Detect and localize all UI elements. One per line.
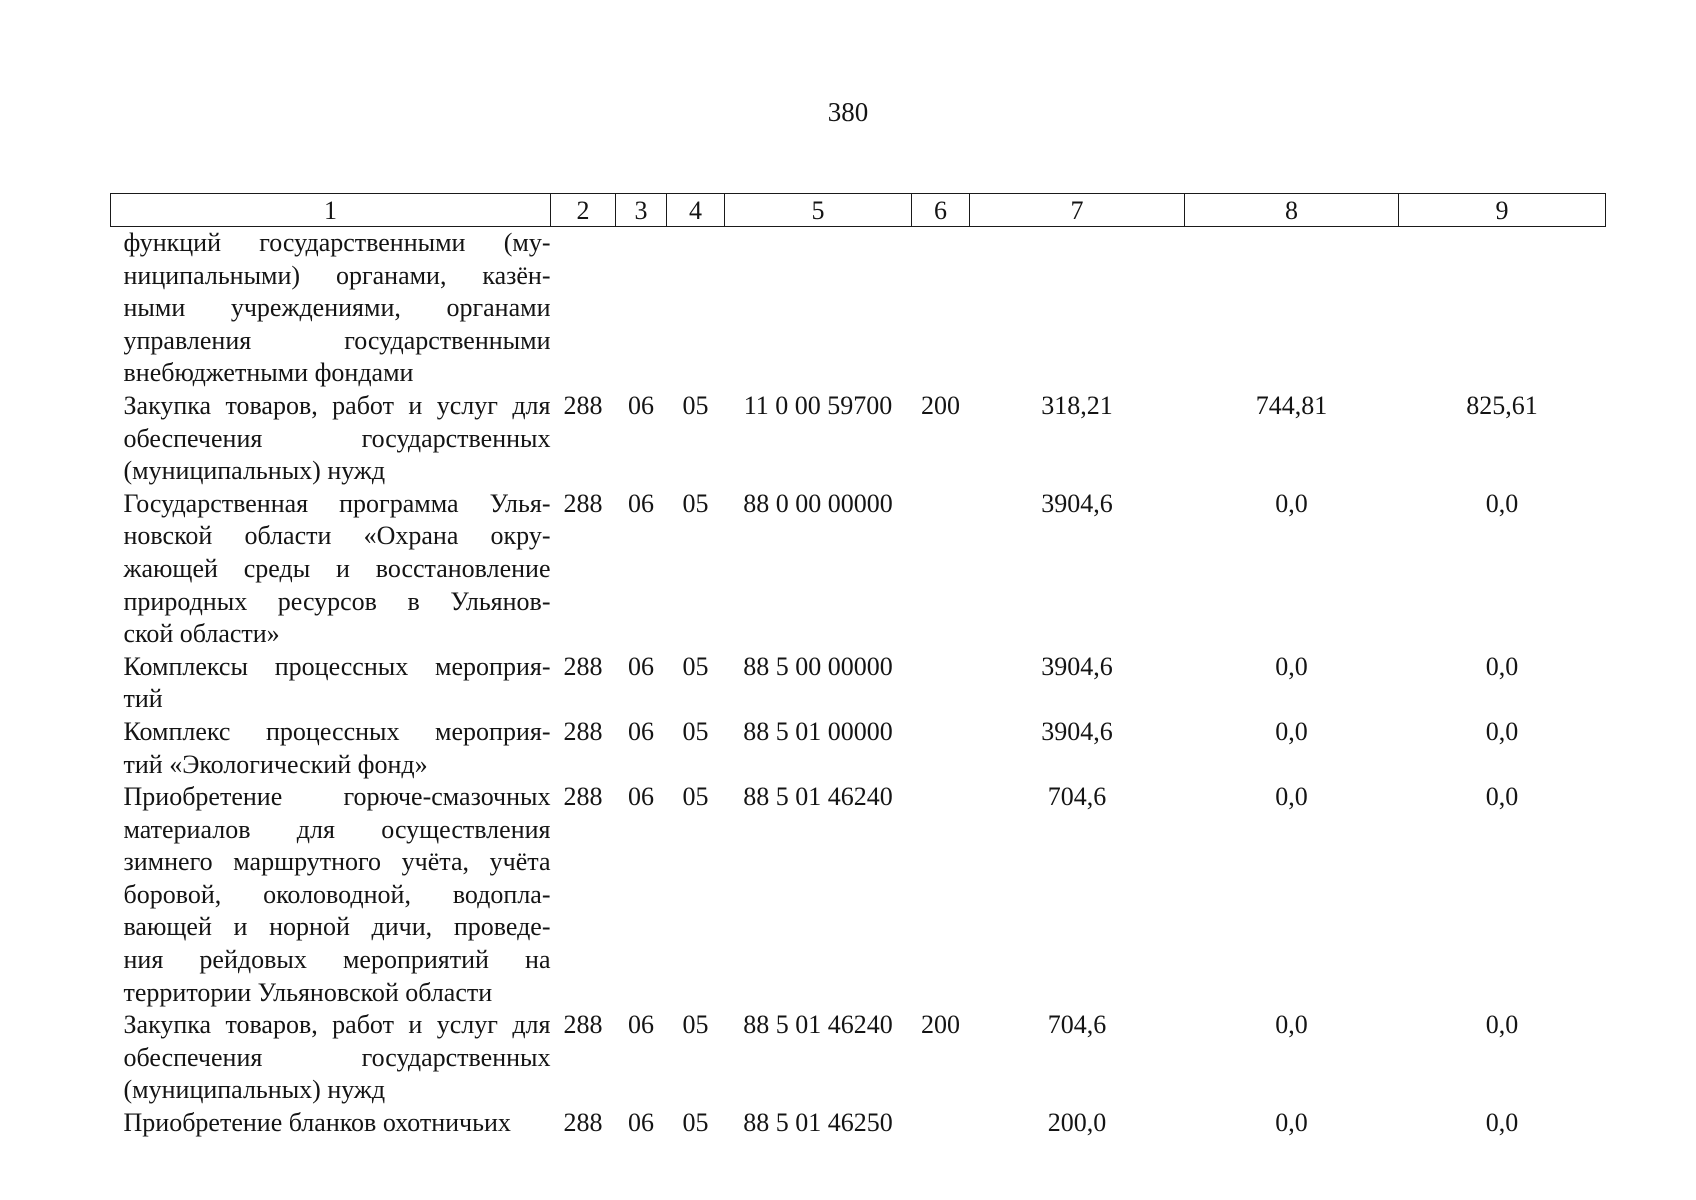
expense-type-cell: 200 bbox=[921, 390, 960, 420]
row-name-line: внебюджетными фондами bbox=[123, 358, 414, 388]
target-article-cell: 88 5 01 46240 bbox=[743, 782, 893, 812]
row-name-line: жающей среды и восстановление bbox=[123, 553, 551, 583]
amount-col-7-cell: 704,6 bbox=[1047, 782, 1107, 812]
section-code-cell: 06 bbox=[628, 1108, 654, 1138]
row-name-line: обеспечения государственных bbox=[123, 423, 551, 453]
amount-col-9-cell: 0,0 bbox=[1485, 651, 1519, 681]
subsection-code-cell: 05 bbox=[682, 782, 709, 812]
row-name-line: Комплекс процессных мероприя- bbox=[123, 716, 551, 746]
row-name-line: Государственная программа Улья- bbox=[123, 488, 551, 518]
subsection-code-cell: 05 bbox=[682, 716, 709, 746]
row-name-line: территории Ульяновской области bbox=[123, 977, 493, 1007]
amount-col-7-cell: 200,0 bbox=[1047, 1108, 1107, 1138]
header-col-2: 2 bbox=[551, 194, 616, 227]
row-name-line: функций государственными (му- bbox=[123, 228, 551, 257]
header-col-9: 9 bbox=[1399, 194, 1606, 227]
amount-col-9-cell: 0,0 bbox=[1485, 488, 1519, 518]
table-row bbox=[111, 227, 1606, 390]
row-name-cell bbox=[111, 390, 551, 488]
table-body bbox=[111, 227, 1606, 1140]
expense-type-cell bbox=[912, 651, 970, 716]
row-name-line: Приобретение горюче-смазочных bbox=[123, 782, 551, 812]
row-name-line: (муниципальных) нужд bbox=[123, 1075, 386, 1105]
amount-col-8-cell: 744,81 bbox=[1255, 390, 1328, 420]
amount-col-8-cell: 0,0 bbox=[1275, 651, 1308, 681]
header-col-3: 3 bbox=[616, 194, 667, 227]
row-name-line: Закупка товаров, работ и услуг для bbox=[123, 390, 551, 420]
admin-code-cell bbox=[551, 227, 616, 390]
row-name-line: материалов для осуществления bbox=[123, 814, 551, 844]
amount-col-9-cell: 0,0 bbox=[1485, 1010, 1519, 1040]
row-name-cell bbox=[111, 227, 551, 390]
expense-type-cell bbox=[912, 781, 970, 1009]
amount-col-8-cell: 0,0 bbox=[1275, 488, 1308, 518]
amount-col-8-cell: 0,0 bbox=[1275, 782, 1308, 812]
expense-type-cell bbox=[912, 1107, 970, 1140]
subsection-code-cell: 05 bbox=[682, 390, 709, 420]
subsection-code-cell: 05 bbox=[682, 488, 709, 518]
section-code-cell: 06 bbox=[628, 782, 654, 812]
target-article-cell bbox=[725, 227, 912, 390]
amount-col-8-cell bbox=[1185, 227, 1399, 390]
table-row bbox=[111, 390, 1606, 488]
expense-type-cell bbox=[912, 488, 970, 651]
row-name-cell bbox=[111, 1009, 551, 1107]
admin-code-cell: 288 bbox=[563, 651, 603, 681]
amount-col-9-cell: 0,0 bbox=[1485, 782, 1519, 812]
row-name-line: зимнего маршрутного учёта, учёта bbox=[123, 847, 551, 877]
expense-type-cell bbox=[912, 716, 970, 781]
amount-col-7-cell: 3904,6 bbox=[1041, 651, 1113, 681]
section-code-cell: 06 bbox=[628, 716, 654, 746]
section-code-cell: 06 bbox=[628, 651, 654, 681]
amount-col-9-cell bbox=[1399, 227, 1606, 390]
table-row bbox=[111, 716, 1606, 781]
row-name-line: ния рейдовых мероприятий на bbox=[123, 945, 551, 975]
section-code-cell: 06 bbox=[628, 1010, 654, 1040]
header-col-4: 4 bbox=[667, 194, 725, 227]
header-col-8: 8 bbox=[1185, 194, 1399, 227]
row-name-cell bbox=[111, 781, 551, 1009]
header-col-6: 6 bbox=[912, 194, 970, 227]
amount-col-8-cell: 0,0 bbox=[1275, 716, 1308, 746]
target-article-cell: 88 5 01 00000 bbox=[743, 716, 893, 746]
section-code-cell: 06 bbox=[628, 488, 654, 518]
amount-col-7-cell: 3904,6 bbox=[1041, 488, 1113, 518]
row-name-line: ской области» bbox=[123, 619, 280, 649]
target-article-cell: 88 5 01 46240 bbox=[743, 1010, 893, 1040]
target-article-cell: 88 5 00 00000 bbox=[743, 651, 893, 681]
target-article-cell: 11 0 00 59700 bbox=[743, 390, 893, 420]
admin-code-cell: 288 bbox=[563, 716, 603, 746]
row-name-cell bbox=[111, 716, 551, 781]
amount-col-7-cell: 3904,6 bbox=[1041, 716, 1113, 746]
row-name-line: обеспечения государственных bbox=[123, 1042, 551, 1072]
row-name-line: ниципальными) органами, казён- bbox=[123, 260, 551, 290]
row-name-line: (муниципальных) нужд bbox=[123, 456, 386, 486]
subsection-code-cell bbox=[667, 227, 725, 390]
admin-code-cell: 288 bbox=[563, 488, 603, 518]
amount-col-8-cell: 0,0 bbox=[1275, 1010, 1308, 1040]
table-header bbox=[111, 194, 1606, 227]
admin-code-cell: 288 bbox=[563, 1108, 603, 1138]
row-name-line: ными учреждениями, органами bbox=[123, 293, 551, 323]
amount-col-9-cell: 0,0 bbox=[1485, 1108, 1519, 1138]
amount-col-9-cell: 0,0 bbox=[1485, 716, 1519, 746]
target-article-cell: 88 0 00 00000 bbox=[743, 488, 893, 518]
table-row bbox=[111, 488, 1606, 651]
budget-table bbox=[110, 193, 1606, 1140]
table-row bbox=[111, 1107, 1606, 1140]
admin-code-cell: 288 bbox=[563, 782, 603, 812]
row-name-line: природных ресурсов в Ульянов- bbox=[123, 586, 551, 616]
amount-col-8-cell: 0,0 bbox=[1275, 1108, 1308, 1138]
admin-code-cell: 288 bbox=[563, 390, 603, 420]
amount-col-7-cell: 318,21 bbox=[1041, 390, 1113, 420]
amount-col-7-cell: 704,6 bbox=[1047, 1010, 1107, 1040]
section-code-cell bbox=[616, 227, 667, 390]
table-row bbox=[111, 781, 1606, 1009]
section-code-cell: 06 bbox=[628, 390, 654, 420]
expense-type-cell bbox=[912, 227, 970, 390]
subsection-code-cell: 05 bbox=[682, 651, 709, 681]
row-name-cell bbox=[111, 488, 551, 651]
row-name-cell bbox=[111, 651, 551, 716]
admin-code-cell: 288 bbox=[563, 1010, 603, 1040]
amount-col-9-cell: 825,61 bbox=[1466, 390, 1538, 420]
table-row bbox=[111, 1009, 1606, 1107]
subsection-code-cell: 05 bbox=[682, 1010, 709, 1040]
row-name-cell bbox=[111, 1107, 551, 1140]
row-name-line: новской области «Охрана окру- bbox=[123, 521, 551, 551]
page-number: 380 bbox=[827, 97, 869, 127]
amount-col-7-cell bbox=[970, 227, 1185, 390]
row-name-line: Закупка товаров, работ и услуг для bbox=[123, 1010, 551, 1040]
row-name-line: Комплексы процессных мероприя- bbox=[123, 651, 551, 681]
row-name-line: управления государственными bbox=[123, 325, 551, 355]
row-name-line: боровой, околоводной, водопла- bbox=[123, 879, 551, 909]
row-name-line: вающей и норной дичи, проведе- bbox=[123, 912, 551, 942]
header-row bbox=[111, 194, 1606, 227]
header-col-5: 5 bbox=[725, 194, 912, 227]
header-col-1: 1 bbox=[111, 194, 551, 227]
row-name-line: тий «Экологический фонд» bbox=[123, 749, 428, 779]
target-article-cell: 88 5 01 46250 bbox=[743, 1108, 893, 1138]
row-name-line: тий bbox=[123, 684, 163, 714]
row-name-line: Приобретение бланков охотничьих bbox=[123, 1108, 511, 1138]
table-row bbox=[111, 651, 1606, 716]
subsection-code-cell: 05 bbox=[682, 1108, 709, 1138]
expense-type-cell: 200 bbox=[921, 1010, 960, 1040]
header-col-7: 7 bbox=[970, 194, 1185, 227]
